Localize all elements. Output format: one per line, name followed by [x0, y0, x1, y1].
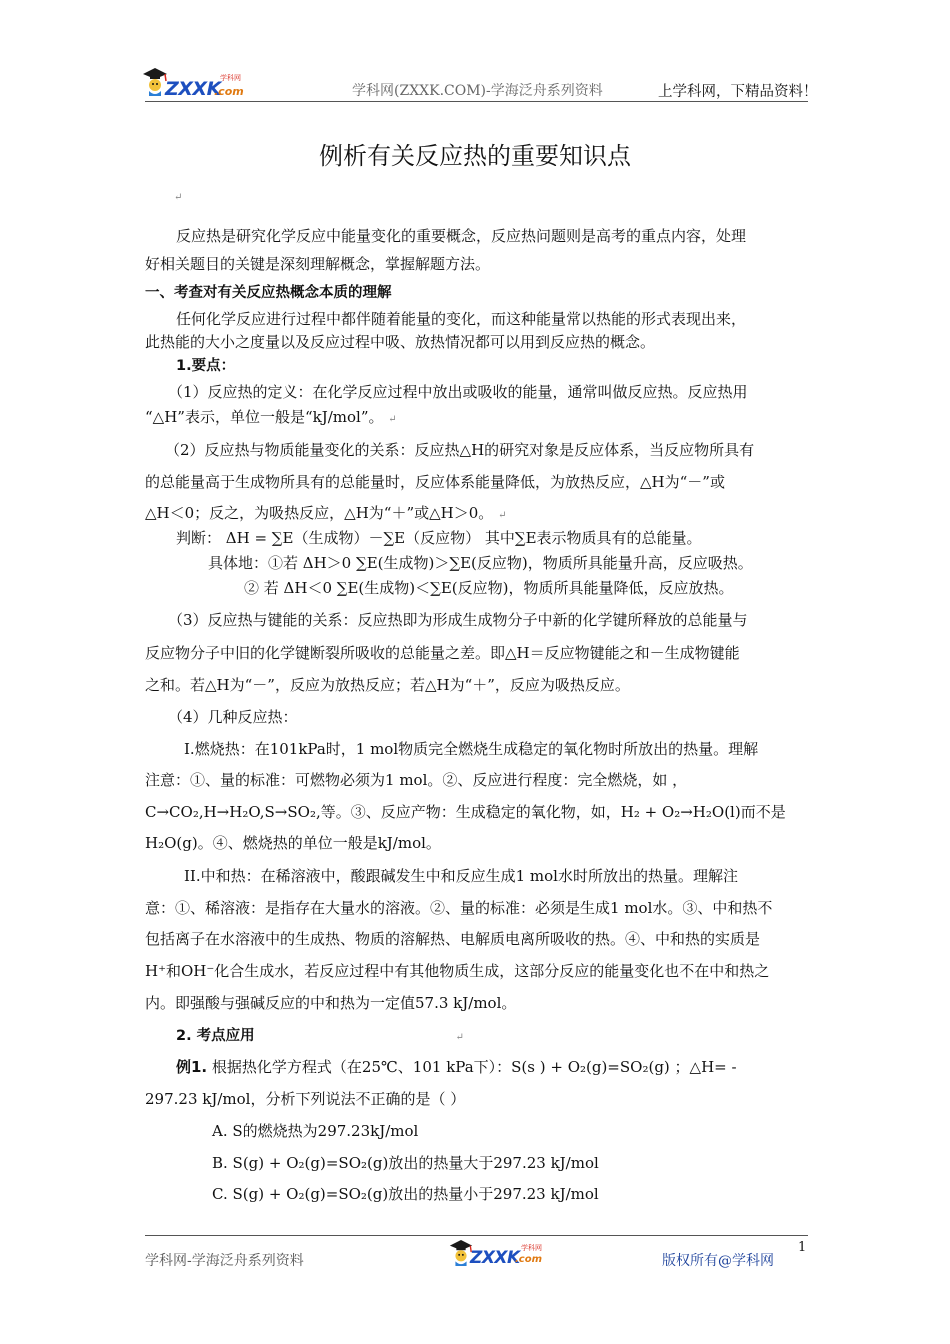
paragraph-mark: ↵ [498, 510, 507, 521]
combustion-line-4: H₂O(g)。④、燃烧热的单位一般是kJ/mol。 [145, 834, 441, 852]
section1-intro-line-2: 此热能的大小之度量以及反应过程中吸、放热情况都可以用到反应热的概念。 [145, 333, 656, 351]
paragraph-mark: ↵ [455, 1032, 464, 1043]
p2-line-2: 的总能量高于生成物所具有的总能量时，反应体系能量降低，为放热反应，△H为“－”或 [145, 473, 725, 491]
option-c: C. S(g) + O₂(g)=SO₂(g)放出的热量小于297.23 kJ/mol [212, 1185, 599, 1203]
logo-com: .com [515, 1254, 543, 1265]
point1-heading: 1.要点： [176, 358, 236, 374]
logo-tag: 学科网 [521, 1244, 542, 1252]
example1-line-2: 297.23 kJ/mol，分析下列说法不正确的是（ ） [145, 1090, 466, 1108]
p2-line-3-text: △H＜0；反之，为吸热反应，△H为“＋”或△H＞0。 [145, 504, 494, 522]
section1-heading: 一、考查对有关反应热概念本质的理解 [145, 285, 392, 301]
footer-left-text: 学科网-学海泛舟系列资料 [145, 1253, 304, 1269]
neutralization-line-3: 包括离子在水溶液中的生成热、物质的溶解热、电解质电离所吸收的热。④、中和热的实质是 [145, 930, 761, 948]
p1-line-2-text: “△H”表示，单位一般是“kJ/mol”。 [145, 408, 384, 426]
example1-line-1-text: 根据热化学方程式（在25℃、101 kPa下）：S(s ) + O₂(g)=SO₂(g) ；△H= - [211, 1058, 737, 1076]
example1-line-1 [176, 1057, 737, 1077]
neutralization-line-5: 内。即强酸与强碱反应的中和热为一定值57.3 kJ/mol。 [145, 994, 517, 1012]
point2-heading: 2. 考点应用 [176, 1028, 255, 1044]
neutralization-line-4: H⁺和OH⁻化合生成水，若反应过程中有其他物质生成，这部分反应的能量变化也不在中和热之 [145, 962, 770, 980]
p3-line-1: （3）反应热与键能的关系：反应热即为形成生成物分子中新的化学键所释放的总能量与 [168, 611, 748, 629]
p2-line-1: （2）反应热与物质能量变化的关系：反应热△H的研究对象是反应体系，当反应物所具有 [165, 441, 755, 459]
combustion-line-1: I.燃烧热：在101kPa时，1 mol物质完全燃烧生成稳定的氧化物时所放出的热量。理解 [184, 740, 759, 758]
header-right-text: 上学科网，下精品资料！ [658, 84, 818, 100]
page-number: 1 [798, 1240, 807, 1255]
footer-rule [145, 1235, 808, 1236]
p4-heading: （4）几种反应热： [168, 708, 298, 726]
example1-label: 例1. [176, 1058, 208, 1076]
p3-line-2: 反应物分子中旧的化学键断裂所吸收的总能量之差。即△H＝反应物键能之和－生成物键能 [145, 644, 740, 662]
logo-word: ZXXK [165, 78, 221, 100]
p1-line-2 [145, 407, 397, 430]
combustion-line-2: 注意：①、量的标准：可燃物必须为1 mol。②、反应进行程度：完全燃烧，如 ， [145, 771, 688, 789]
header-center-text: 学科网(ZXXK.COM)-学海泛舟系列资料 [352, 83, 603, 99]
logo-word: ZXXK [470, 1248, 520, 1268]
intro-line-1: 反应热是研究化学反应中能量变化的重要概念，反应热问题则是高考的重点内容，处理 [176, 227, 747, 245]
option-a: A. S的燃烧热为297.23kJ/mol [212, 1122, 419, 1140]
logo-tag: 学科网 [220, 74, 241, 82]
paragraph-mark: ↵ [388, 414, 397, 425]
point2-heading-row [176, 1025, 464, 1048]
footer-right-text: 版权所有@学科网 [662, 1253, 774, 1269]
header-logo [141, 66, 251, 102]
judge-line-1: 判断： ΔH = ∑E（生成物）－∑E（反应物） 其中∑E表示物质具有的总能量。 [176, 529, 702, 547]
paragraph-mark: ↵ [174, 192, 183, 203]
judge-line-3: ② 若 ΔH＜0 ∑E(生成物)＜∑E(反应物)，物质所具能量降低，反应放热。 [244, 579, 734, 597]
logo-com: .com [214, 85, 244, 98]
p2-line-3 [145, 503, 506, 526]
p1-line-1: （1）反应热的定义：在化学反应过程中放出或吸收的能量，通常叫做反应热。反应热用 [168, 383, 748, 401]
header-rule [145, 101, 808, 102]
section1-intro-line-1: 任何化学反应进行过程中都伴随着能量的变化，而这种能量常以热能的形式表现出来， [176, 310, 747, 328]
neutralization-line-2: 意：①、稀溶液：是指存在大量水的溶液。②、量的标准：必须是生成1 mol水。③、中和热不 [145, 899, 773, 917]
judge-line-2: 具体地：①若 ΔH＞0 ∑E(生成物)＞∑E(反应物)，物质所具能量升高，反应吸热。 [208, 554, 753, 572]
neutralization-line-1: II.中和热：在稀溶液中，酸跟碱发生中和反应生成1 mol水时所放出的热量。理解注 [184, 867, 738, 885]
footer-logo [448, 1238, 558, 1270]
combustion-line-3: C→CO₂,H→H₂O,S→SO₂,等。③、反应产物：生成稳定的氧化物，如，H₂ + O₂→H₂O(l)而不是 [145, 803, 786, 821]
page-title: 例析有关反应热的重要知识点 [319, 142, 631, 170]
p3-line-3: 之和。若△H为“－”，反应为放热反应；若△H为“＋”，反应为吸热反应。 [145, 676, 630, 694]
intro-line-2: 好相关题目的关键是深刻理解概念，掌握解题方法。 [145, 255, 491, 273]
option-b: B. S(g) + O₂(g)=SO₂(g)放出的热量大于297.23 kJ/mol [212, 1154, 599, 1172]
